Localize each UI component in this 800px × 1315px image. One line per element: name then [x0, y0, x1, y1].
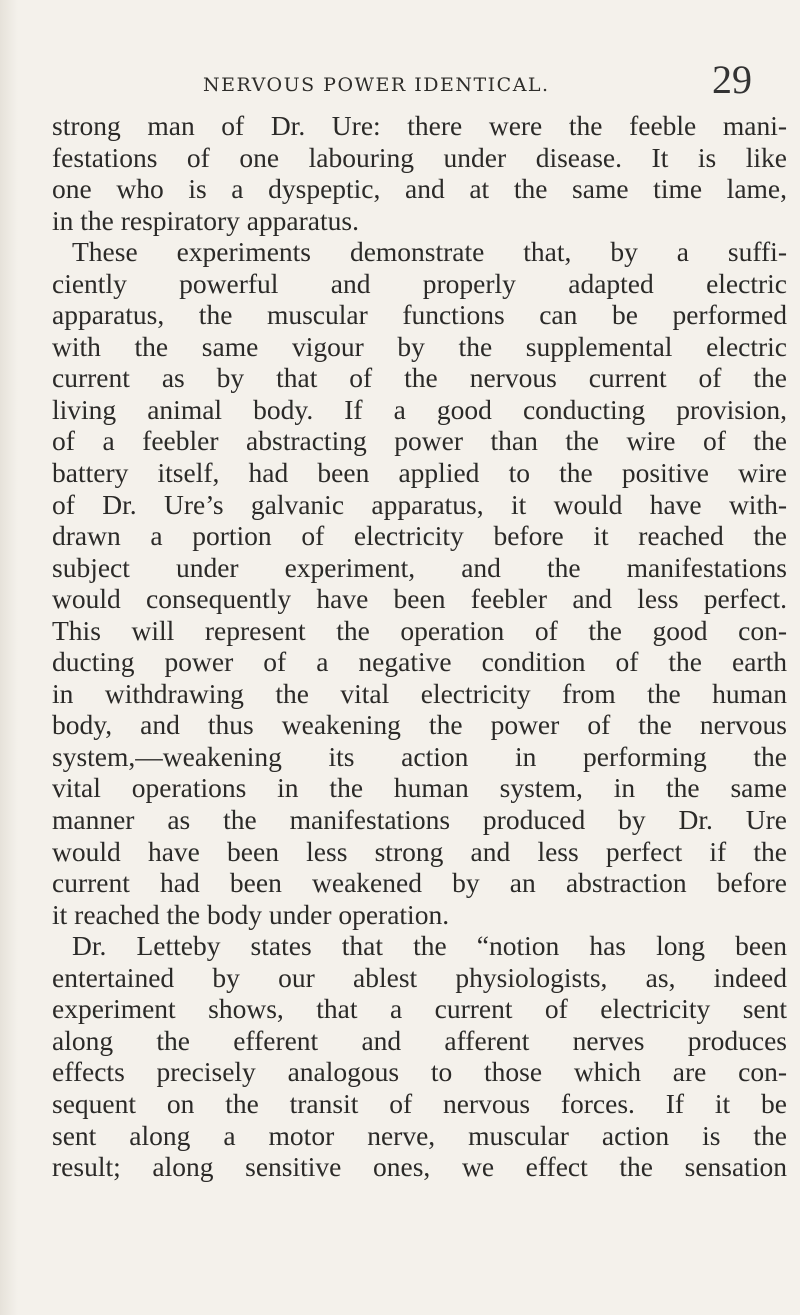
text-line: with the same vigour by the supplemental electric: [52, 330, 787, 362]
text-line: subject under experiment, and the manifestations: [52, 551, 787, 583]
text-line: entertained by our ablest physiologists, as, indeed: [52, 961, 787, 993]
text-line: This will represent the operation of the good con-: [52, 614, 787, 646]
text-line: of Dr. Ure’s galvanic apparatus, it would have with-: [52, 488, 787, 520]
text-line: ciently powerful and properly adapted electric: [52, 267, 787, 299]
text-line: vital operations in the human system, in the same: [52, 772, 787, 804]
text-line: of a feebler abstracting power than the wire of the: [52, 425, 787, 457]
text-line: result; along sensitive ones, we effect the sensation: [52, 1151, 787, 1183]
text-line: experiment shows, that a current of electricity sent: [52, 993, 787, 1025]
text-line: drawn a portion of electricity before it reached the: [52, 520, 787, 552]
text-line: manner as the manifestations produced by Dr. Ure: [52, 804, 787, 836]
body-text: [52, 110, 787, 1183]
text-line: it reached the body under operation.: [52, 898, 450, 930]
text-line: effects precisely analogous to those which are con-: [52, 1056, 787, 1088]
text-line: These experiments demonstrate that, by a suffi-: [72, 236, 787, 268]
text-line: one who is a dyspeptic, and at the same time lame,: [52, 173, 787, 205]
page-edge: [0, 0, 18, 1315]
page-number: 29: [712, 57, 752, 102]
text-line: apparatus, the muscular functions can be performed: [52, 299, 787, 331]
text-line: current had been weakened by an abstraction before: [52, 867, 787, 899]
running-head: NERVOUS POWER IDENTICAL.: [203, 74, 550, 96]
text-line: body, and thus weakening the power of the nervous: [52, 709, 787, 741]
text-line: would consequently have been feebler and less perfect.: [52, 583, 787, 615]
text-line: in the respiratory apparatus.: [52, 204, 359, 236]
text-line: would have been less strong and less perfect if the: [52, 835, 787, 867]
text-line: strong man of Dr. Ure: there were the feeble mani-: [52, 110, 787, 141]
text-line: festations of one labouring under disease. It is like: [52, 141, 787, 173]
text-line: along the efferent and afferent nerves produces: [52, 1024, 787, 1056]
text-line: current as by that of the nervous current of the: [52, 362, 787, 394]
text-line: living animal body. If a good conducting provision,: [52, 393, 787, 425]
text-line: system,—weakening its action in performing the: [52, 740, 787, 772]
text-line: battery itself, had been applied to the positive wire: [52, 457, 787, 489]
text-line: ducting power of a negative condition of the earth: [52, 646, 787, 678]
text-line: in withdrawing the vital electricity from the human: [52, 677, 787, 709]
text-line: sequent on the transit of nervous forces. If it be: [52, 1087, 787, 1119]
text-line: sent along a motor nerve, muscular action is the: [52, 1119, 787, 1151]
text-line: Dr. Letteby states that the “notion has long been: [72, 930, 787, 962]
